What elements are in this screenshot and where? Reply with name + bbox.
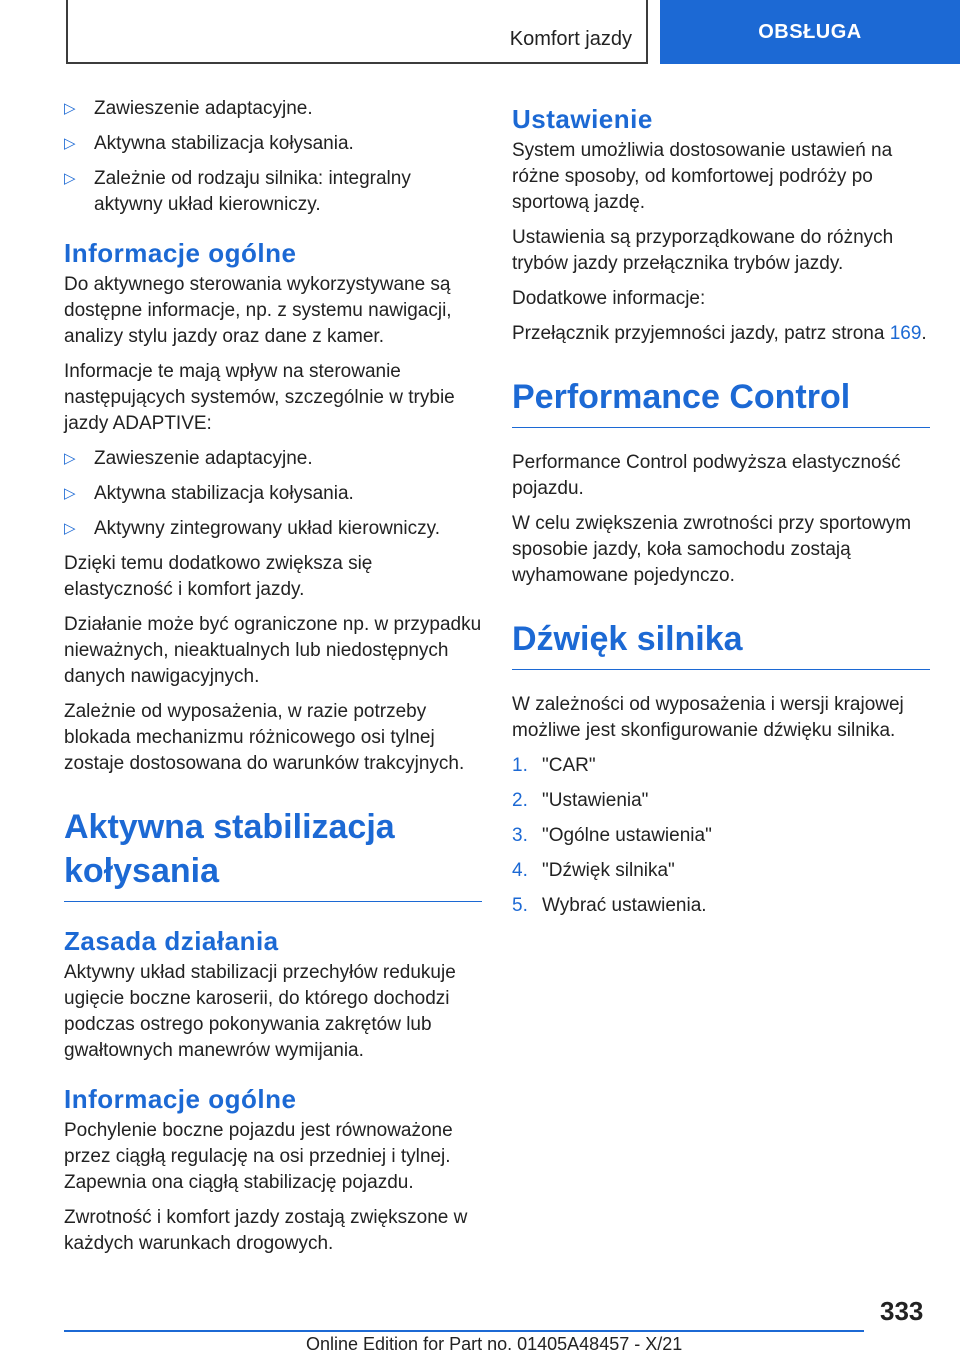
step-number: 5. xyxy=(512,895,528,916)
header-chapter-tab: OBSŁUGA xyxy=(660,0,960,64)
step-item: 2. "Ustawienia" xyxy=(512,788,930,814)
section-heading-wrap xyxy=(64,805,482,902)
paragraph: Performance Control podwyższa elastyczność pojazdu. xyxy=(512,452,901,499)
triangle-bullet-icon: ▷ xyxy=(64,485,76,502)
step-number: 4. xyxy=(512,860,528,881)
paragraph: W zależności od wyposażenia i wersji krajowej możliwe jest skonfigurowanie dźwięku silnika. xyxy=(512,694,904,741)
paragraph: Pochylenie boczne pojazdu jest równoważone przez ciągłą regulację na osi przedniej i tylnej. Zapewnia ona ciągłą stabilizację pojazdu. xyxy=(64,1120,453,1193)
section-heading-roll-stabilization: Aktywna stabilizacja kołysania xyxy=(64,808,395,890)
list-item: ▷ Zawieszenie adaptacyjne. xyxy=(64,96,482,122)
list-item: ▷ Zawieszenie adaptacyjne. xyxy=(64,446,482,472)
section-heading-wrap xyxy=(512,375,930,428)
list-item: ▷ Aktywna stabilizacja kołysania. xyxy=(64,131,482,157)
step-number: 2. xyxy=(512,790,528,811)
subheading-setting: Ustawienie xyxy=(512,104,653,134)
step-number: 3. xyxy=(512,825,528,846)
paragraph: Działanie może być ograniczone np. w przypadku nieważnych, nieaktualnych lub niedostępnych danych nawigacyjnych. xyxy=(64,614,482,687)
left-column xyxy=(64,96,482,1266)
paragraph: Informacje te mają wpływ na sterowanie następujących systemów, szczególnie w trybie jazdy ADAPTIVE: xyxy=(64,361,455,434)
triangle-bullet-icon: ▷ xyxy=(64,100,76,117)
triangle-bullet-icon: ▷ xyxy=(64,520,76,537)
step-item: 3. "Ogólne ustawienia" xyxy=(512,823,930,849)
step-number: 1. xyxy=(512,755,528,776)
paragraph: Do aktywnego sterowania wykorzystywane są dostępne informacje, np. z systemu nawigacji, analizy stylu jazdy oraz dane z kamer. xyxy=(64,274,452,347)
subheading-principle: Zasada działania xyxy=(64,926,279,956)
triangle-bullet-icon: ▷ xyxy=(64,170,76,187)
page-number: 333 xyxy=(880,1296,924,1326)
page-reference-link[interactable]: 169 xyxy=(889,323,922,344)
right-column xyxy=(512,96,930,928)
header-section-title: Komfort jazdy xyxy=(509,28,632,50)
step-item: 5. Wybrać ustawienia. xyxy=(512,893,930,919)
paragraph: Aktywny układ stabilizacji przechyłów redukuje ugięcie boczne karoserii, do którego dochodzi podczas ostrego pokonywania zakrętów lub gwałtownych manewrów wymijania. xyxy=(64,962,456,1061)
paragraph: Dzięki temu dodatkowo zwiększa się elastyczność i komfort jazdy. xyxy=(64,553,373,600)
paragraph: Zależnie od wyposażenia, w razie potrzeby blokada mechanizmu różnicowego osi tylnej zostaje dostosowana do warunków trakcyjnych. xyxy=(64,701,465,774)
paragraph: System umożliwia dostosowanie ustawień na różne sposoby, od komfortowej podróży po sportową jazdę. xyxy=(512,140,893,213)
triangle-bullet-icon: ▷ xyxy=(64,450,76,467)
step-item: 4. "Dźwięk silnika" xyxy=(512,858,930,884)
list-item: ▷ Aktywny zintegrowany układ kierowniczy. xyxy=(64,516,482,542)
footer-divider xyxy=(64,1330,864,1332)
section-heading-performance-control: Performance Control xyxy=(512,378,851,416)
paragraph: Ustawienia są przyporządkowane do różnych trybów jazdy przełącznika trybów jazdy. xyxy=(512,227,894,274)
list-item: ▷ Zależnie od rodzaju silnika: integralny aktywny układ kierowniczy. xyxy=(64,166,482,218)
paragraph: Dodatkowe informacje: xyxy=(512,288,706,309)
list-item: ▷ Aktywna stabilizacja kołysania. xyxy=(64,481,482,507)
header-section-box xyxy=(66,0,648,64)
paragraph: W celu zwiększenia zwrotności przy sportowym sposobie jazdy, koła samochodu zostają wyhamowane pojedynczo. xyxy=(512,513,912,586)
section-heading-wrap xyxy=(512,617,930,670)
section-heading-engine-sound: Dźwięk silnika xyxy=(512,620,743,658)
triangle-bullet-icon: ▷ xyxy=(64,135,76,152)
subheading-general-info: Informacje ogólne xyxy=(64,1084,297,1114)
footer-edition-text: Online Edition for Part no. 01405A48457 - X/21 xyxy=(306,1334,683,1354)
paragraph: Zwrotność i komfort jazdy zostają zwiększone w każdych warunkach drogowych. xyxy=(64,1207,468,1254)
step-item: 1. "CAR" xyxy=(512,753,930,779)
subheading-general-info: Informacje ogólne xyxy=(64,238,297,268)
paragraph: Przełącznik przyjemności jazdy, patrz strona 169. xyxy=(512,323,927,344)
